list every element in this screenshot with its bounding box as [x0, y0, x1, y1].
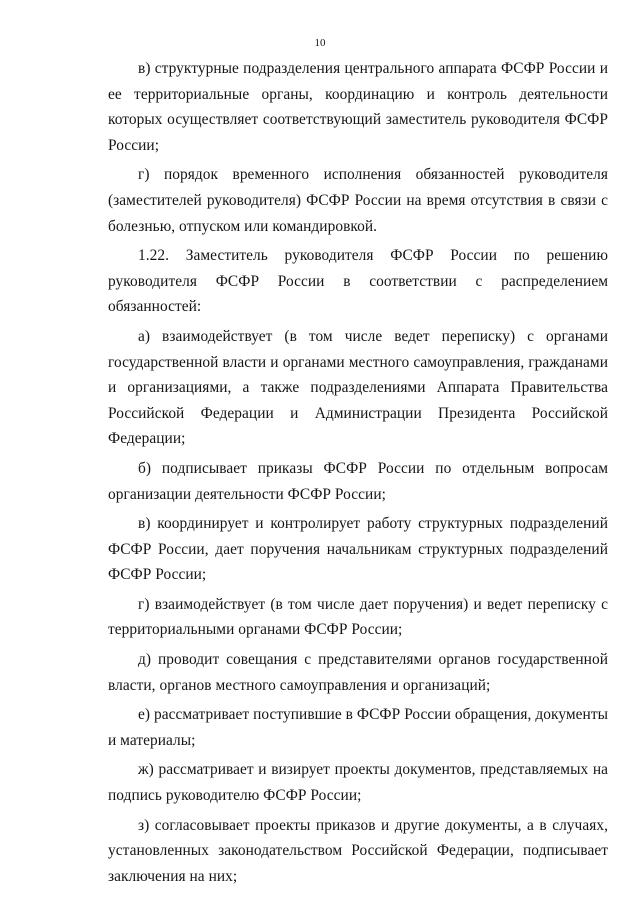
- paragraph-v-coordinates: в) координирует и контролирует работу структурных подразделений ФСФР России, дает поручения начальникам структурных подразделений ФСФР России;: [108, 515, 608, 584]
- paragraph-1-22-deputy-head: 1.22. Заместитель руководителя ФСФР России по решению руководителя ФСФР России в соответствии с распределением обязанностей:: [108, 247, 608, 316]
- page-number: 10: [314, 37, 326, 49]
- paragraph-a-interacts: а) взаимодействует (в том числе ведет переписку) с органами государственной власти и органами местного самоуправления, гражданами и организациями, а также подразделениями Аппарата Правительства Российской Федерации и Администрации Президента Российской Федерации;: [108, 327, 608, 448]
- paragraph-b-signs-orders: б) подписывает приказы ФСФР России по отдельным вопросам организации деятельности ФСФР России;: [108, 459, 608, 503]
- paragraph-v-structural-units: в) структурные подразделения центрального аппарата ФСФР России и ее территориальные органы, координацию и контроль деятельности которых осуществляет соответствующий заместитель руководителя ФСФР России;: [108, 60, 608, 154]
- paragraph-z-approves-drafts: з) согласовывает проекты приказов и другие документы, а в случаях, установленных законодательством Российской Федерации, подписывает заключения на них;: [108, 816, 608, 885]
- paragraph-g-temporary-duties: г) порядок временного исполнения обязанностей руководителя (заместителей руководителя) ФСФР России на время отсутствия в связи с болезнью, отпуском или командировкой.: [108, 166, 608, 235]
- paragraph-zh-reviews-drafts: ж) рассматривает и визирует проекты документов, представляемых на подпись руководителю ФСФР России;: [108, 761, 608, 805]
- paragraph-g-territorial-bodies: г) взаимодействует (в том числе дает поручения) и ведет переписку с территориальными органами ФСФР России;: [108, 595, 608, 639]
- paragraph-d-meetings: д) проводит совещания с представителями органов государственной власти, органов местного самоуправления и организаций;: [108, 651, 608, 694]
- document-body: [108, 56, 608, 889]
- paragraph-e-considers-appeals: е) рассматривает поступившие в ФСФР России обращения, документы и материалы;: [108, 706, 608, 749]
